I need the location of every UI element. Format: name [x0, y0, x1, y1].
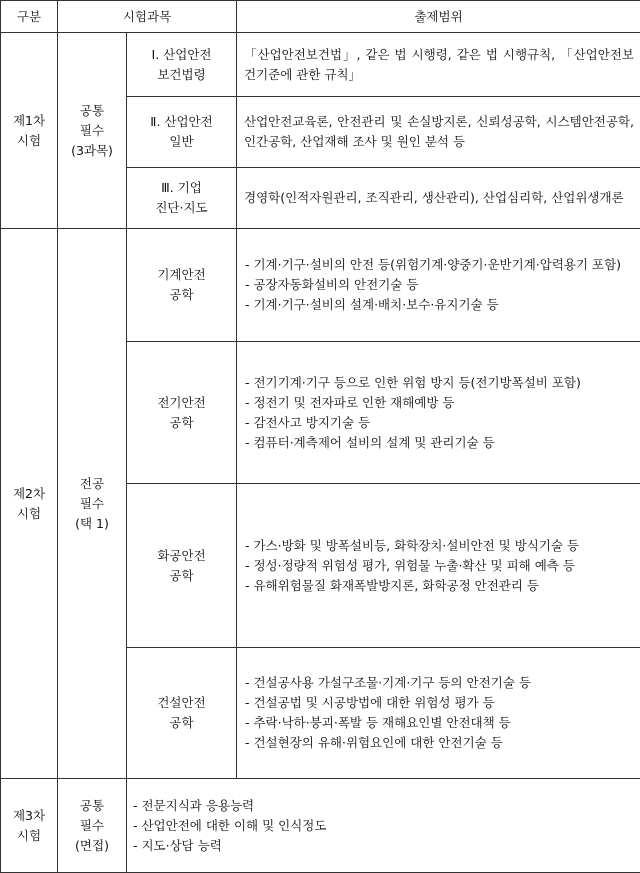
exam1-subject-1-line2: 보건법령 — [127, 65, 236, 85]
exam2-subject-1-line2: 공학 — [127, 285, 236, 305]
header-scope: 출제범위 — [237, 1, 640, 33]
exam1-subject-2-line1: Ⅱ. 산업안전 — [127, 112, 236, 132]
exam1-name-cell — [1, 33, 58, 229]
exam3-type-cell — [58, 779, 127, 873]
exam1-type-line1: 공통 — [58, 101, 126, 121]
exam2-subject-1-line1: 기계안전 — [127, 265, 236, 285]
exam2-scope-4-item: - 추락·낙하·붕괴·폭발 등 재해요인별 안전대책 등 — [245, 713, 634, 733]
exam2-subject-3-line2: 공학 — [127, 566, 236, 586]
exam1-scope-1: 「산업안전보건법」, 같은 법 시행령, 같은 법 시행규칙, 「산업안전보건기준에 관한 규칙」 — [237, 33, 640, 97]
exam2-type-line2: 필수 — [58, 494, 126, 514]
exam2-type-line1: 전공 — [58, 474, 126, 494]
exam2-subject-4-line2: 공학 — [127, 713, 236, 733]
exam2-row-1 — [1, 229, 640, 342]
exam2-scope-2 — [237, 342, 640, 484]
exam1-type-cell — [58, 33, 127, 229]
exam1-scope-2: 산업안전교육론, 안전관리 및 손실방지론, 신뢰성공학, 시스템안전공학, 인간공학, 산업재해 조사 및 원인 분석 등 — [237, 97, 640, 168]
exam2-scope-2-item: - 컴퓨터·계측제어 설비의 설계 및 관리기술 등 — [245, 433, 634, 453]
exam2-scope-3 — [237, 484, 640, 648]
exam2-subject-3 — [127, 484, 237, 648]
exam2-scope-4-item: - 건설현장의 유해·위험요인에 대한 안전기술 등 — [245, 733, 634, 753]
exam2-scope-1-item: - 기계·기구·설비의 안전 등(위험기계·양중기·운반기계·압력용기 포함) — [245, 255, 634, 275]
exam2-subject-4 — [127, 648, 237, 779]
exam2-name-line2: 시험 — [1, 504, 57, 524]
exam3-scope-item: - 지도·상담 능력 — [133, 836, 634, 856]
exam2-scope-4 — [237, 648, 640, 779]
exam3-type-line1: 공통 — [58, 796, 126, 816]
exam2-subject-3-line1: 화공안전 — [127, 546, 236, 566]
exam2-scope-2-item: - 전기기계·기구 등으로 인한 위험 방지 등(전기방폭설비 포함) — [245, 373, 634, 393]
exam2-subject-4-line1: 건설안전 — [127, 693, 236, 713]
exam1-name-line2: 시험 — [1, 131, 57, 151]
exam2-subject-1 — [127, 229, 237, 342]
exam2-scope-1-item: - 공장자동화설비의 안전기술 등 — [245, 275, 634, 295]
exam2-scope-4-item: - 건설공법 및 시공방법에 대한 위험성 평가 등 — [245, 693, 634, 713]
exam1-subject-3-line2: 진단·지도 — [127, 198, 236, 218]
exam3-scope-item: - 산업안전에 대한 이해 및 인식정도 — [133, 816, 634, 836]
header-subjects: 시험과목 — [58, 1, 237, 33]
exam2-scope-2-item: - 감전사고 방지기술 등 — [245, 413, 634, 433]
exam3-name-line2: 시험 — [1, 826, 57, 846]
exam2-scope-4-item: - 건설공사용 가설구조물·기계·기구 등의 안전기술 등 — [245, 673, 634, 693]
exam1-subject-2 — [127, 97, 237, 168]
exam3-type-line2: 필수 — [58, 816, 126, 836]
exam3-name-cell — [1, 779, 58, 873]
exam1-type-line2: 필수 — [58, 121, 126, 141]
exam1-type-line3: (3과목) — [58, 141, 126, 161]
exam2-subject-2-line1: 전기안전 — [127, 393, 236, 413]
exam3-row — [1, 779, 640, 873]
exam1-row-1 — [1, 33, 640, 97]
exam2-scope-3-item: - 유해위험물질 화재폭발방지론, 화학공정 안전관리 등 — [245, 576, 634, 596]
exam2-type-cell — [58, 229, 127, 779]
exam3-scope-item: - 전문지식과 응용능력 — [133, 796, 634, 816]
header-row — [1, 1, 640, 33]
exam1-subject-1-line1: Ⅰ. 산업안전 — [127, 45, 236, 65]
exam3-name-line1: 제3차 — [1, 806, 57, 826]
exam2-scope-3-item: - 가스·방화 및 방폭설비등, 화학장치·설비안전 및 방식기술 등 — [245, 536, 634, 556]
exam1-name-line1: 제1차 — [1, 111, 57, 131]
exam2-subject-2-line2: 공학 — [127, 413, 236, 433]
exam1-subject-2-line2: 일반 — [127, 132, 236, 152]
exam1-scope-3: 경영학(인적자원관리, 조직관리, 생산관리), 산업심리학, 산업위생개론 — [237, 168, 640, 229]
exam2-type-line3: (택 1) — [58, 514, 126, 534]
exam3-scope — [127, 779, 640, 873]
exam2-name-cell — [1, 229, 58, 779]
exam1-subject-3-line1: Ⅲ. 기업 — [127, 178, 236, 198]
exam2-name-line1: 제2차 — [1, 484, 57, 504]
header-category: 구분 — [1, 1, 58, 33]
exam2-scope-1-item: - 기계·기구·설비의 설계·배치·보수·유지기술 등 — [245, 295, 634, 315]
exam2-scope-1 — [237, 229, 640, 342]
exam2-scope-3-item: - 정성·정량적 위험성 평가, 위험물 누출·확산 및 피해 예측 등 — [245, 556, 634, 576]
exam2-subject-2 — [127, 342, 237, 484]
exam2-scope-2-item: - 정전기 및 전자파로 인한 재해예방 등 — [245, 393, 634, 413]
exam1-subject-3 — [127, 168, 237, 229]
exam3-type-line3: (면접) — [58, 836, 126, 856]
exam1-subject-1 — [127, 33, 237, 97]
